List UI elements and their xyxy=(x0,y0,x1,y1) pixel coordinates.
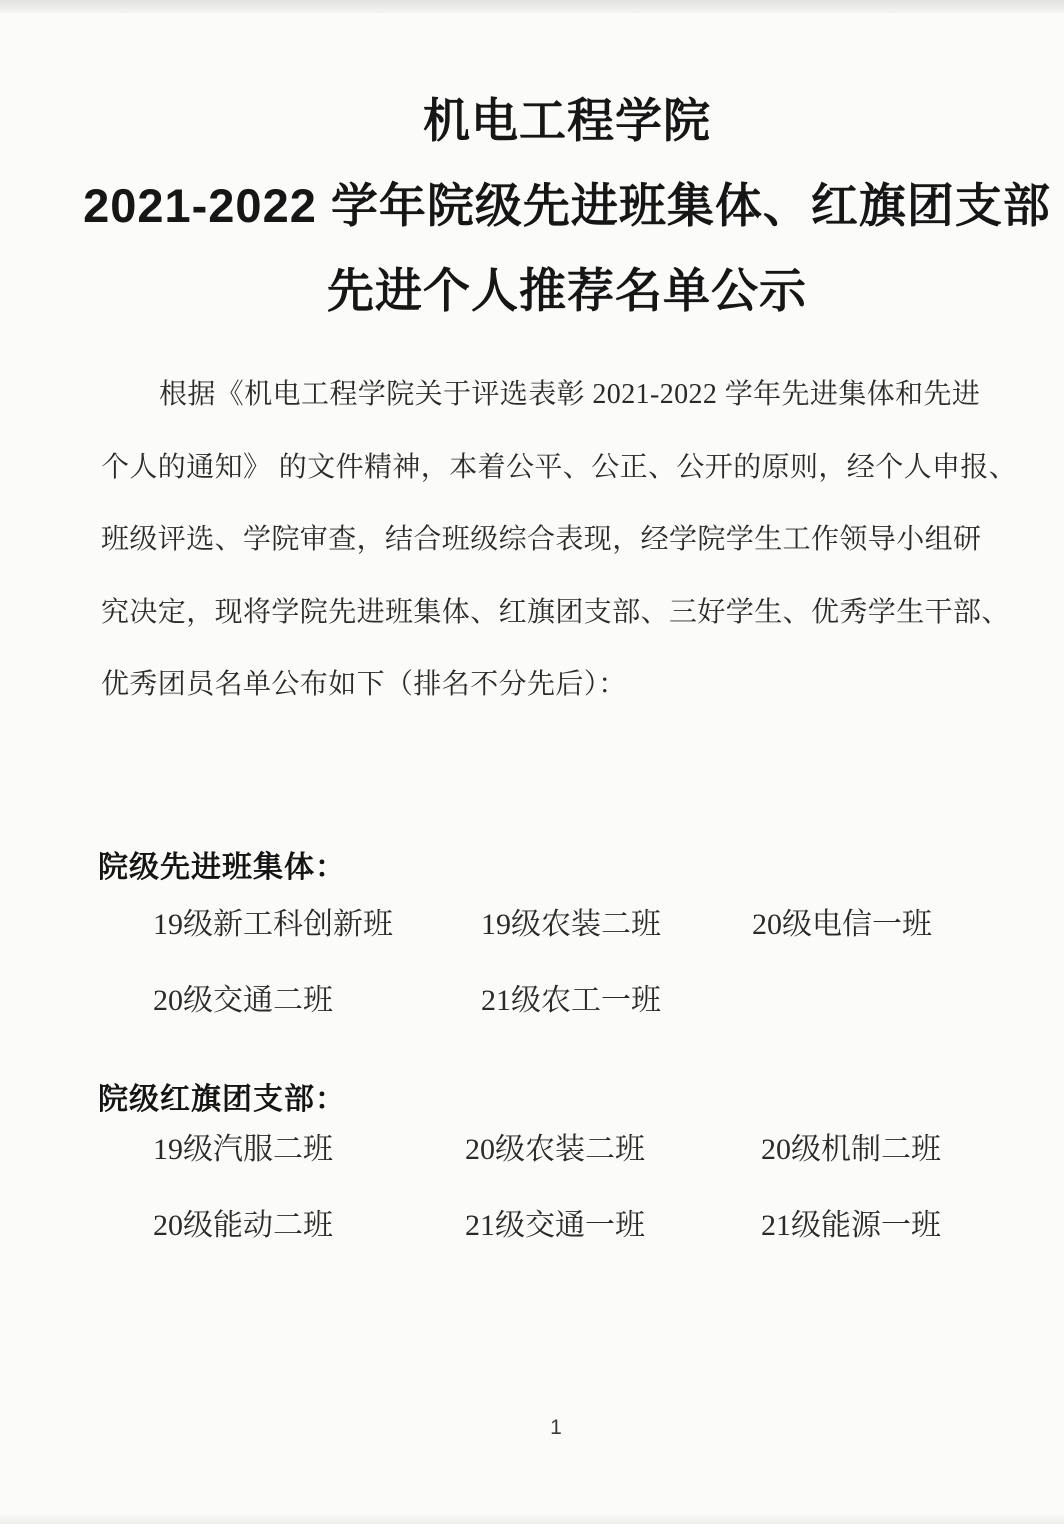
class-list-row xyxy=(101,983,1031,1019)
scan-edge-artifact-top xyxy=(0,0,1064,13)
page-number: 1 xyxy=(550,1416,562,1439)
class-name: 21级农工一班 xyxy=(481,984,661,1017)
announcement-paragraph xyxy=(101,359,1018,722)
class-name: 20级农装二班 xyxy=(465,1133,645,1166)
class-list-row xyxy=(101,1132,1031,1168)
class-list-row xyxy=(101,907,1031,943)
class-name: 19级新工科创新班 xyxy=(153,908,393,941)
paragraph-line: 根据《机电工程学院关于评选表彰 2021-2022 学年先进集体和先进 xyxy=(159,379,981,410)
class-name: 20级交通二班 xyxy=(153,984,333,1017)
class-name: 20级机制二班 xyxy=(761,1133,941,1166)
document-title-block xyxy=(0,94,1064,317)
paragraph-line: 究决定，现将学院先进班集体、红旗团支部、三好学生、优秀学生干部、 xyxy=(101,596,1010,628)
section-header-red-flag-branches: 院级红旗团支部： xyxy=(98,1082,346,1116)
title-line-college: 机电工程学院 xyxy=(423,94,711,147)
paragraph-line: 优秀团员名单公布如下（排名不分先后）： xyxy=(101,669,627,700)
class-name-empty xyxy=(752,983,1031,1019)
class-name: 19级农装二班 xyxy=(481,908,661,941)
class-name: 21级能源一班 xyxy=(761,1209,941,1242)
scan-edge-artifact-bottom xyxy=(0,1514,1064,1524)
class-name: 21级交通一班 xyxy=(465,1209,645,1242)
class-name: 20级电信一班 xyxy=(752,908,932,941)
paragraph-line: 班级评选、学院审查，结合班级综合表现，经学院学生工作领导小组研 xyxy=(101,524,982,555)
paragraph-line: 个人的通知》 的文件精神，本着公平、公正、公开的原则，经个人申报、 xyxy=(101,451,1018,483)
title-line-year-collectives: 2021-2022 学年院级先进班集体、红旗团支部 xyxy=(83,179,1051,232)
title-line-individuals: 先进个人推荐名单公示 xyxy=(327,264,807,317)
class-list-row xyxy=(101,1208,1031,1244)
class-name: 19级汽服二班 xyxy=(153,1133,333,1166)
section-header-advanced-classes: 院级先进班集体： xyxy=(98,850,346,884)
class-name: 20级能动二班 xyxy=(153,1209,333,1242)
